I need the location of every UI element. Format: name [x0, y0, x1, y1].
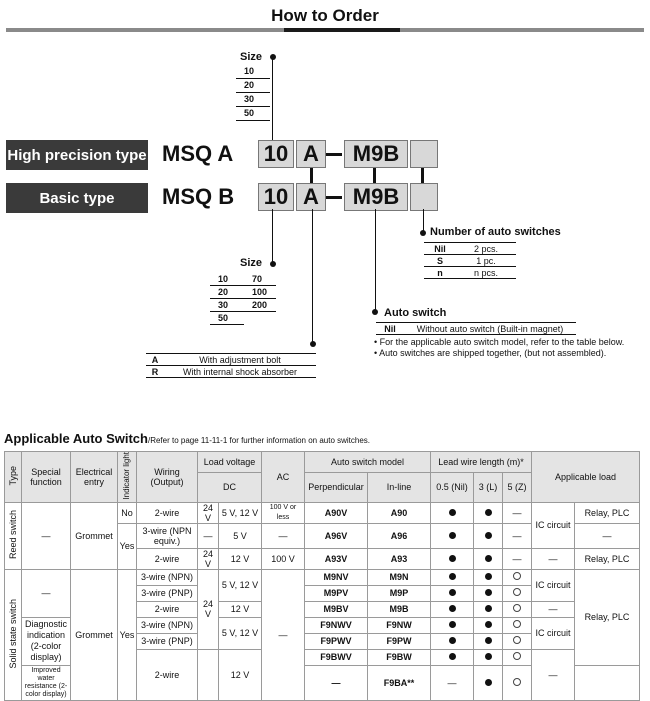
section-title: Applicable Auto Switch/Refer to page 11-11-1 for further information on auto switches.: [4, 431, 371, 446]
adjust-code-box-basic: A: [296, 183, 326, 211]
basic-type-label: Basic type: [6, 183, 148, 213]
adjust-table: A With adjustment bolt R With internal shock absorber: [146, 353, 316, 378]
auto-switch-nil-table: Nil Without auto switch (Built-in magnet): [376, 322, 576, 335]
size-bottom-label: Size: [240, 257, 263, 269]
page-title: How to Order: [271, 6, 379, 25]
model-prefix-high: MSQ A: [162, 141, 234, 166]
num-switches-table: Nil 2 pcs. S 1 pc. n n pcs.: [424, 242, 516, 279]
size-code-box: 10: [258, 140, 294, 168]
switch-code-box-basic: M9B: [344, 183, 408, 211]
count-code-box: [410, 140, 438, 168]
adjust-code-box: A: [296, 140, 326, 168]
size-bottom-values: 10 70 20 100 30 200 50: [210, 273, 276, 325]
num-switches-label: Number of auto switches: [430, 226, 561, 238]
auto-switch-notes: • For the applicable auto switch model, refer to the table below. • Auto switches are shipped together, (but not assembled).: [374, 337, 625, 358]
count-code-box-basic: [410, 183, 438, 211]
size-top-values: 10 20 30 50: [236, 65, 270, 121]
switch-code-box: M9B: [344, 140, 408, 168]
size-top-label: Size: [240, 51, 263, 63]
auto-switch-table: Type Special function Electrical entry Indicator light Wiring (Output) Load voltage AC Auto switch model Lead wire length (m)* Applicable load DC Perpendicular In-line 0.5 (Nil) 3 (L) 5 (Z) Reed switch — Grommet No 2-wire 24 V 5 V, 12 V 100 V or less A90V A90 — IC circuit Relay, PLC Yes 3-wire (NPN equiv.) — 5 V — A96V A96 — — 2-wire 24 V 12 V 100 V A93V A93 — — Relay, PLC Solid state switch — Grommet Yes 3-wire (NPN) 24 V 5 V, 12 V — M9NV M9N IC circuit Relay, PLC 3-wire (PNP) M9PV M9P 2-wire 12 V M9BV M9B — Diagnostic indication (2-color display) 3-wire (NPN) 5 V, 12 V F9NWV F9NW IC circuit 3-wire (PNP) F9PWV F9PW 2-wire 12 V F9BWV F9BW — Improved water resistance (2-color display) — F9BA** —: [4, 451, 640, 701]
high-precision-type-label: High precision type: [6, 140, 148, 170]
title-underline: [284, 28, 400, 32]
model-prefix-basic: MSQ B: [162, 184, 235, 209]
size-code-box-basic: 10: [258, 183, 294, 211]
auto-switch-label: Auto switch: [384, 307, 447, 319]
